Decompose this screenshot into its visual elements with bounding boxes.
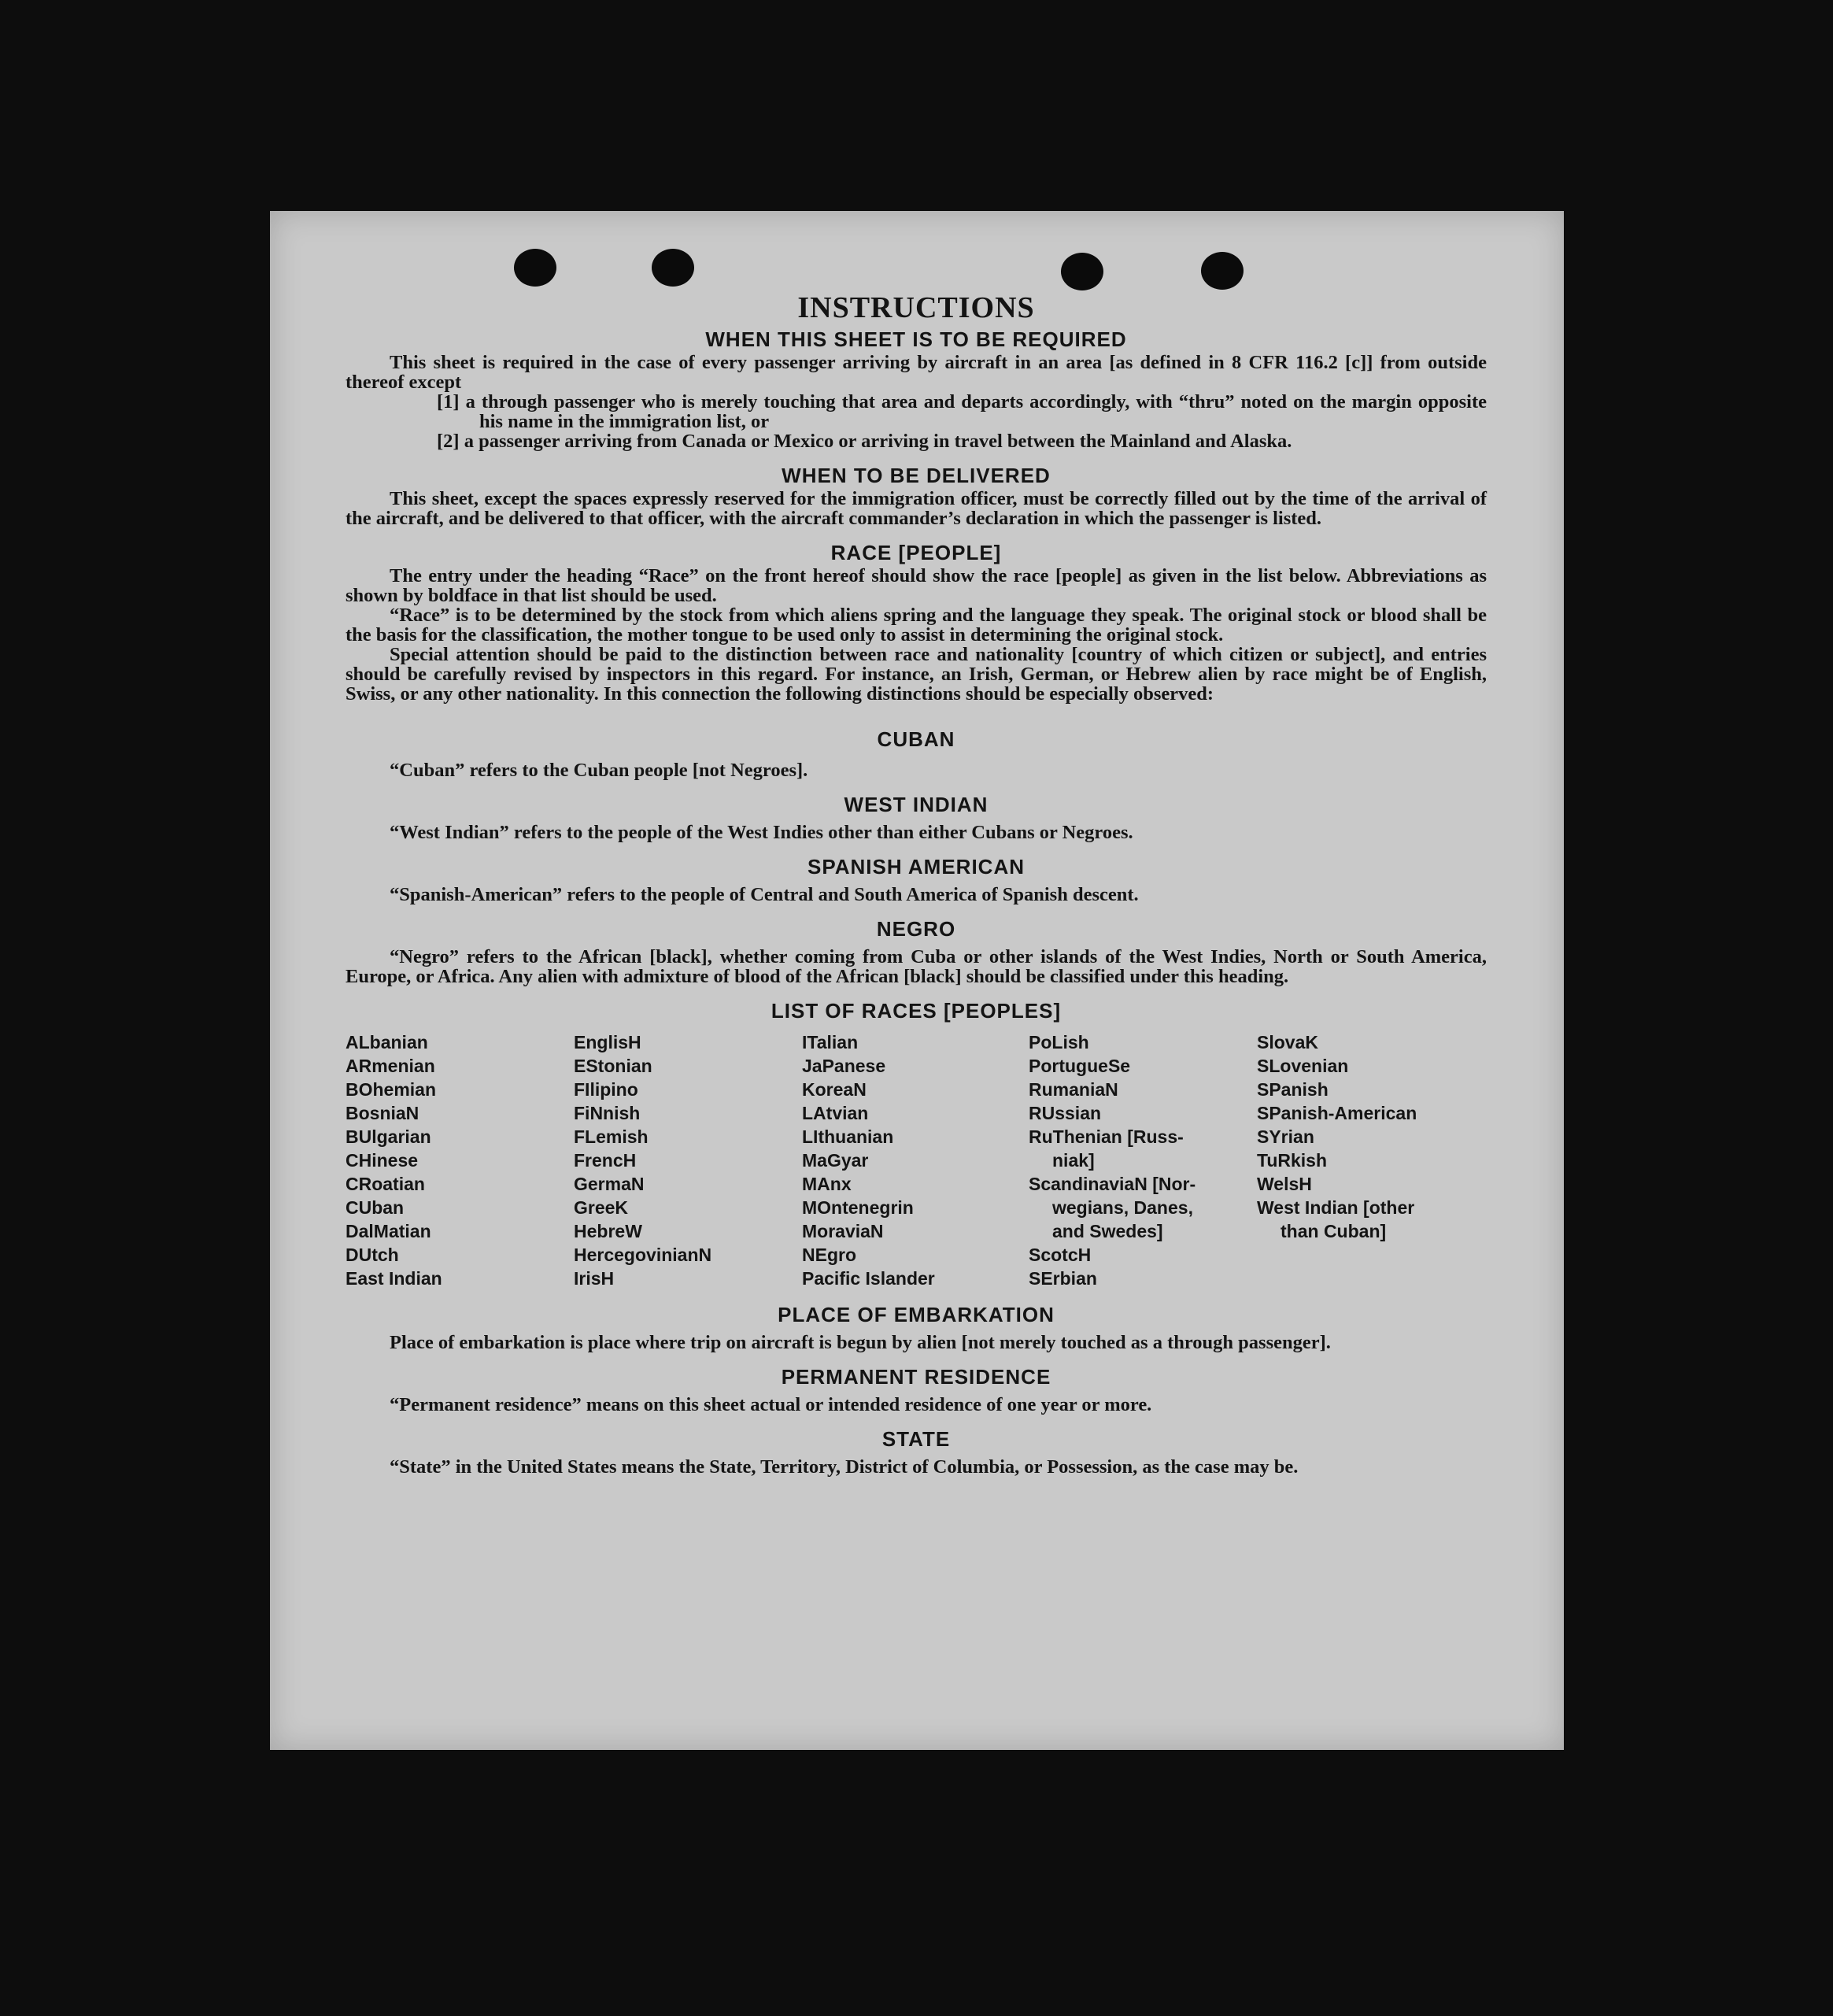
races-column: [1029, 1030, 1257, 1290]
race-entry: SErbian: [1029, 1268, 1097, 1289]
race-entry: GermaN: [574, 1174, 645, 1194]
race-entry: CUban: [346, 1197, 405, 1218]
race-entry: GreeK: [574, 1197, 629, 1218]
section-heading: NEGRO: [876, 917, 956, 941]
race-entry: NEgro: [802, 1245, 856, 1265]
section-text: Special attention should be paid to the distinction between race and nationality [country of which citizen or subject], and entries should be carefully revised by inspectors in this regard. For instance, an Irish, German, or Hebrew alien by race might be of English, Swiss, or any other nationality. In this connection the following distinctions should be especially observed:: [346, 644, 1487, 705]
race-entry: LIthuanian: [802, 1126, 894, 1147]
section-heading: PLACE OF EMBARKATION: [778, 1303, 1055, 1326]
race-entry: SPanish-American: [1257, 1103, 1417, 1123]
section-heading: STATE: [881, 1427, 951, 1451]
race-entry: PoLish: [1029, 1032, 1089, 1052]
document-title: INSTRUCTIONS: [797, 291, 1035, 324]
races-column: [574, 1030, 802, 1290]
race-entry: niak]: [1052, 1150, 1095, 1171]
section-text: “Race” is to be determined by the stock from which aliens spring and the language they speak. The original stock or blood shall be the basis for the classification, the mother tongue to be used only to assist in determining the original stock.: [346, 605, 1487, 645]
section-heading: WHEN TO BE DELIVERED: [782, 464, 1051, 487]
section-heading: WEST INDIAN: [844, 793, 989, 816]
race-entry: FIlipino: [574, 1079, 638, 1100]
race-entry: MOntenegrin: [802, 1197, 914, 1218]
race-entry: EStonian: [574, 1056, 652, 1076]
race-entry: SYrian: [1257, 1126, 1314, 1147]
race-entry: CHinese: [346, 1150, 419, 1171]
section-heading: SPANISH AMERICAN: [807, 855, 1025, 879]
race-entry: BUlgarian: [346, 1126, 431, 1147]
race-entry: CRoatian: [346, 1174, 425, 1194]
races-column: [802, 1030, 1029, 1290]
races-column: [346, 1030, 574, 1290]
race-entry: ITalian: [802, 1032, 859, 1052]
race-entry: ScandinaviaN [Nor-: [1029, 1174, 1196, 1194]
section-text: This sheet is required in the case of every passenger arriving by aircraft in an area [as defined in 8 CFR 116.2 [c]] from outside thereof except: [346, 352, 1487, 393]
race-entry: HercegovinianN: [574, 1245, 712, 1265]
race-entry: EnglisH: [574, 1032, 641, 1052]
races-column: [1257, 1030, 1487, 1290]
race-entry: ARmenian: [346, 1056, 435, 1076]
race-entry: ALbanian: [346, 1032, 428, 1052]
race-entry: DalMatian: [346, 1221, 431, 1241]
section-text: “State” in the United States means the State, Territory, District of Columbia, or Possession, as the case may be.: [390, 1456, 1299, 1478]
section-text: “Cuban” refers to the Cuban people [not Negroes].: [390, 760, 808, 781]
section-heading: WHEN THIS SHEET IS TO BE REQUIRED: [705, 327, 1127, 351]
document-content: [346, 290, 1487, 1477]
race-entry: than Cuban]: [1281, 1221, 1387, 1241]
race-entry: RUssian: [1029, 1103, 1102, 1123]
race-entry: IrisH: [574, 1268, 615, 1289]
race-entry: FiNnish: [574, 1103, 641, 1123]
section-heading: RACE [PEOPLE]: [830, 541, 1002, 564]
section-text: “Permanent residence” means on this sheet actual or intended residence of one year or more.: [390, 1394, 1152, 1415]
race-entry: FrencH: [574, 1150, 637, 1171]
section-heading: PERMANENT RESIDENCE: [781, 1365, 1051, 1389]
race-entry: TuRkish: [1257, 1150, 1328, 1171]
race-entry: PortugueSe: [1029, 1056, 1131, 1076]
race-entry: JaPanese: [802, 1056, 886, 1076]
section-text: “Negro” refers to the African [black], whether coming from Cuba or other islands of the West Indies, North or South America, Europe, or Africa. Any alien with admixture of blood of the African [black] should be classified under this heading.: [346, 946, 1487, 987]
race-entry: SLovenian: [1257, 1056, 1349, 1076]
race-entry: BOhemian: [346, 1079, 437, 1100]
race-entry: MoraviaN: [802, 1221, 884, 1241]
race-entry: and Swedes]: [1052, 1221, 1163, 1241]
race-entry: East Indian: [346, 1268, 442, 1289]
race-entry: wegians, Danes,: [1052, 1197, 1193, 1218]
punch-hole: [1201, 252, 1244, 290]
race-entry: RuThenian [Russ-: [1029, 1126, 1184, 1147]
race-entry: Pacific Islander: [802, 1268, 935, 1289]
section-heading: CUBAN: [877, 727, 955, 751]
race-entry: BosniaN: [346, 1103, 419, 1123]
section-text: “Spanish-American” refers to the people of Central and South America of Spanish descent.: [390, 884, 1139, 905]
race-entry: SPanish: [1257, 1079, 1329, 1100]
section-text: “West Indian” refers to the people of the West Indies other than either Cubans or Negroes.: [390, 822, 1133, 843]
section-text: The entry under the heading “Race” on the front hereof should show the race [people] as given in the list below. Abbreviations as shown by boldface in that list should be used.: [346, 565, 1487, 606]
section-text: Place of embarkation is place where trip on aircraft is begun by alien [not merely touched as a through passenger].: [390, 1332, 1331, 1353]
race-entry: MAnx: [802, 1174, 852, 1194]
races-list: [346, 1030, 1487, 1290]
race-entry: FLemish: [574, 1126, 649, 1147]
race-entry: LAtvian: [802, 1103, 869, 1123]
race-entry: ScotcH: [1029, 1245, 1092, 1265]
race-entry: RumaniaN: [1029, 1079, 1118, 1100]
punch-hole: [514, 249, 556, 287]
race-entry: DUtch: [346, 1245, 399, 1265]
race-entry: WelsH: [1257, 1174, 1312, 1194]
race-entry: MaGyar: [802, 1150, 869, 1171]
punch-hole: [652, 249, 694, 287]
section-text: This sheet, except the spaces expressly reserved for the immigration officer, must be correctly filled out by the time of the arrival of the aircraft, and be delivered to that officer, with the aircraft commander’s declaration in which the passenger is listed.: [346, 488, 1487, 529]
document-page: [270, 211, 1564, 1750]
race-entry: West Indian [other: [1257, 1197, 1415, 1218]
list-item: [2] a passenger arriving from Canada or Mexico or arriving in travel between the Mainland and Alaska.: [437, 431, 1292, 452]
race-entry: KoreaN: [802, 1079, 867, 1100]
race-entry: HebreW: [574, 1221, 642, 1241]
punch-hole: [1061, 253, 1103, 290]
section-heading: LIST OF RACES [PEOPLES]: [771, 999, 1062, 1023]
list-item: [1] a through passenger who is merely touching that area and departs accordingly, with “thru” noted on the margin opposite his name in the immigration list, or: [437, 391, 1487, 432]
race-entry: SlovaK: [1257, 1032, 1318, 1052]
